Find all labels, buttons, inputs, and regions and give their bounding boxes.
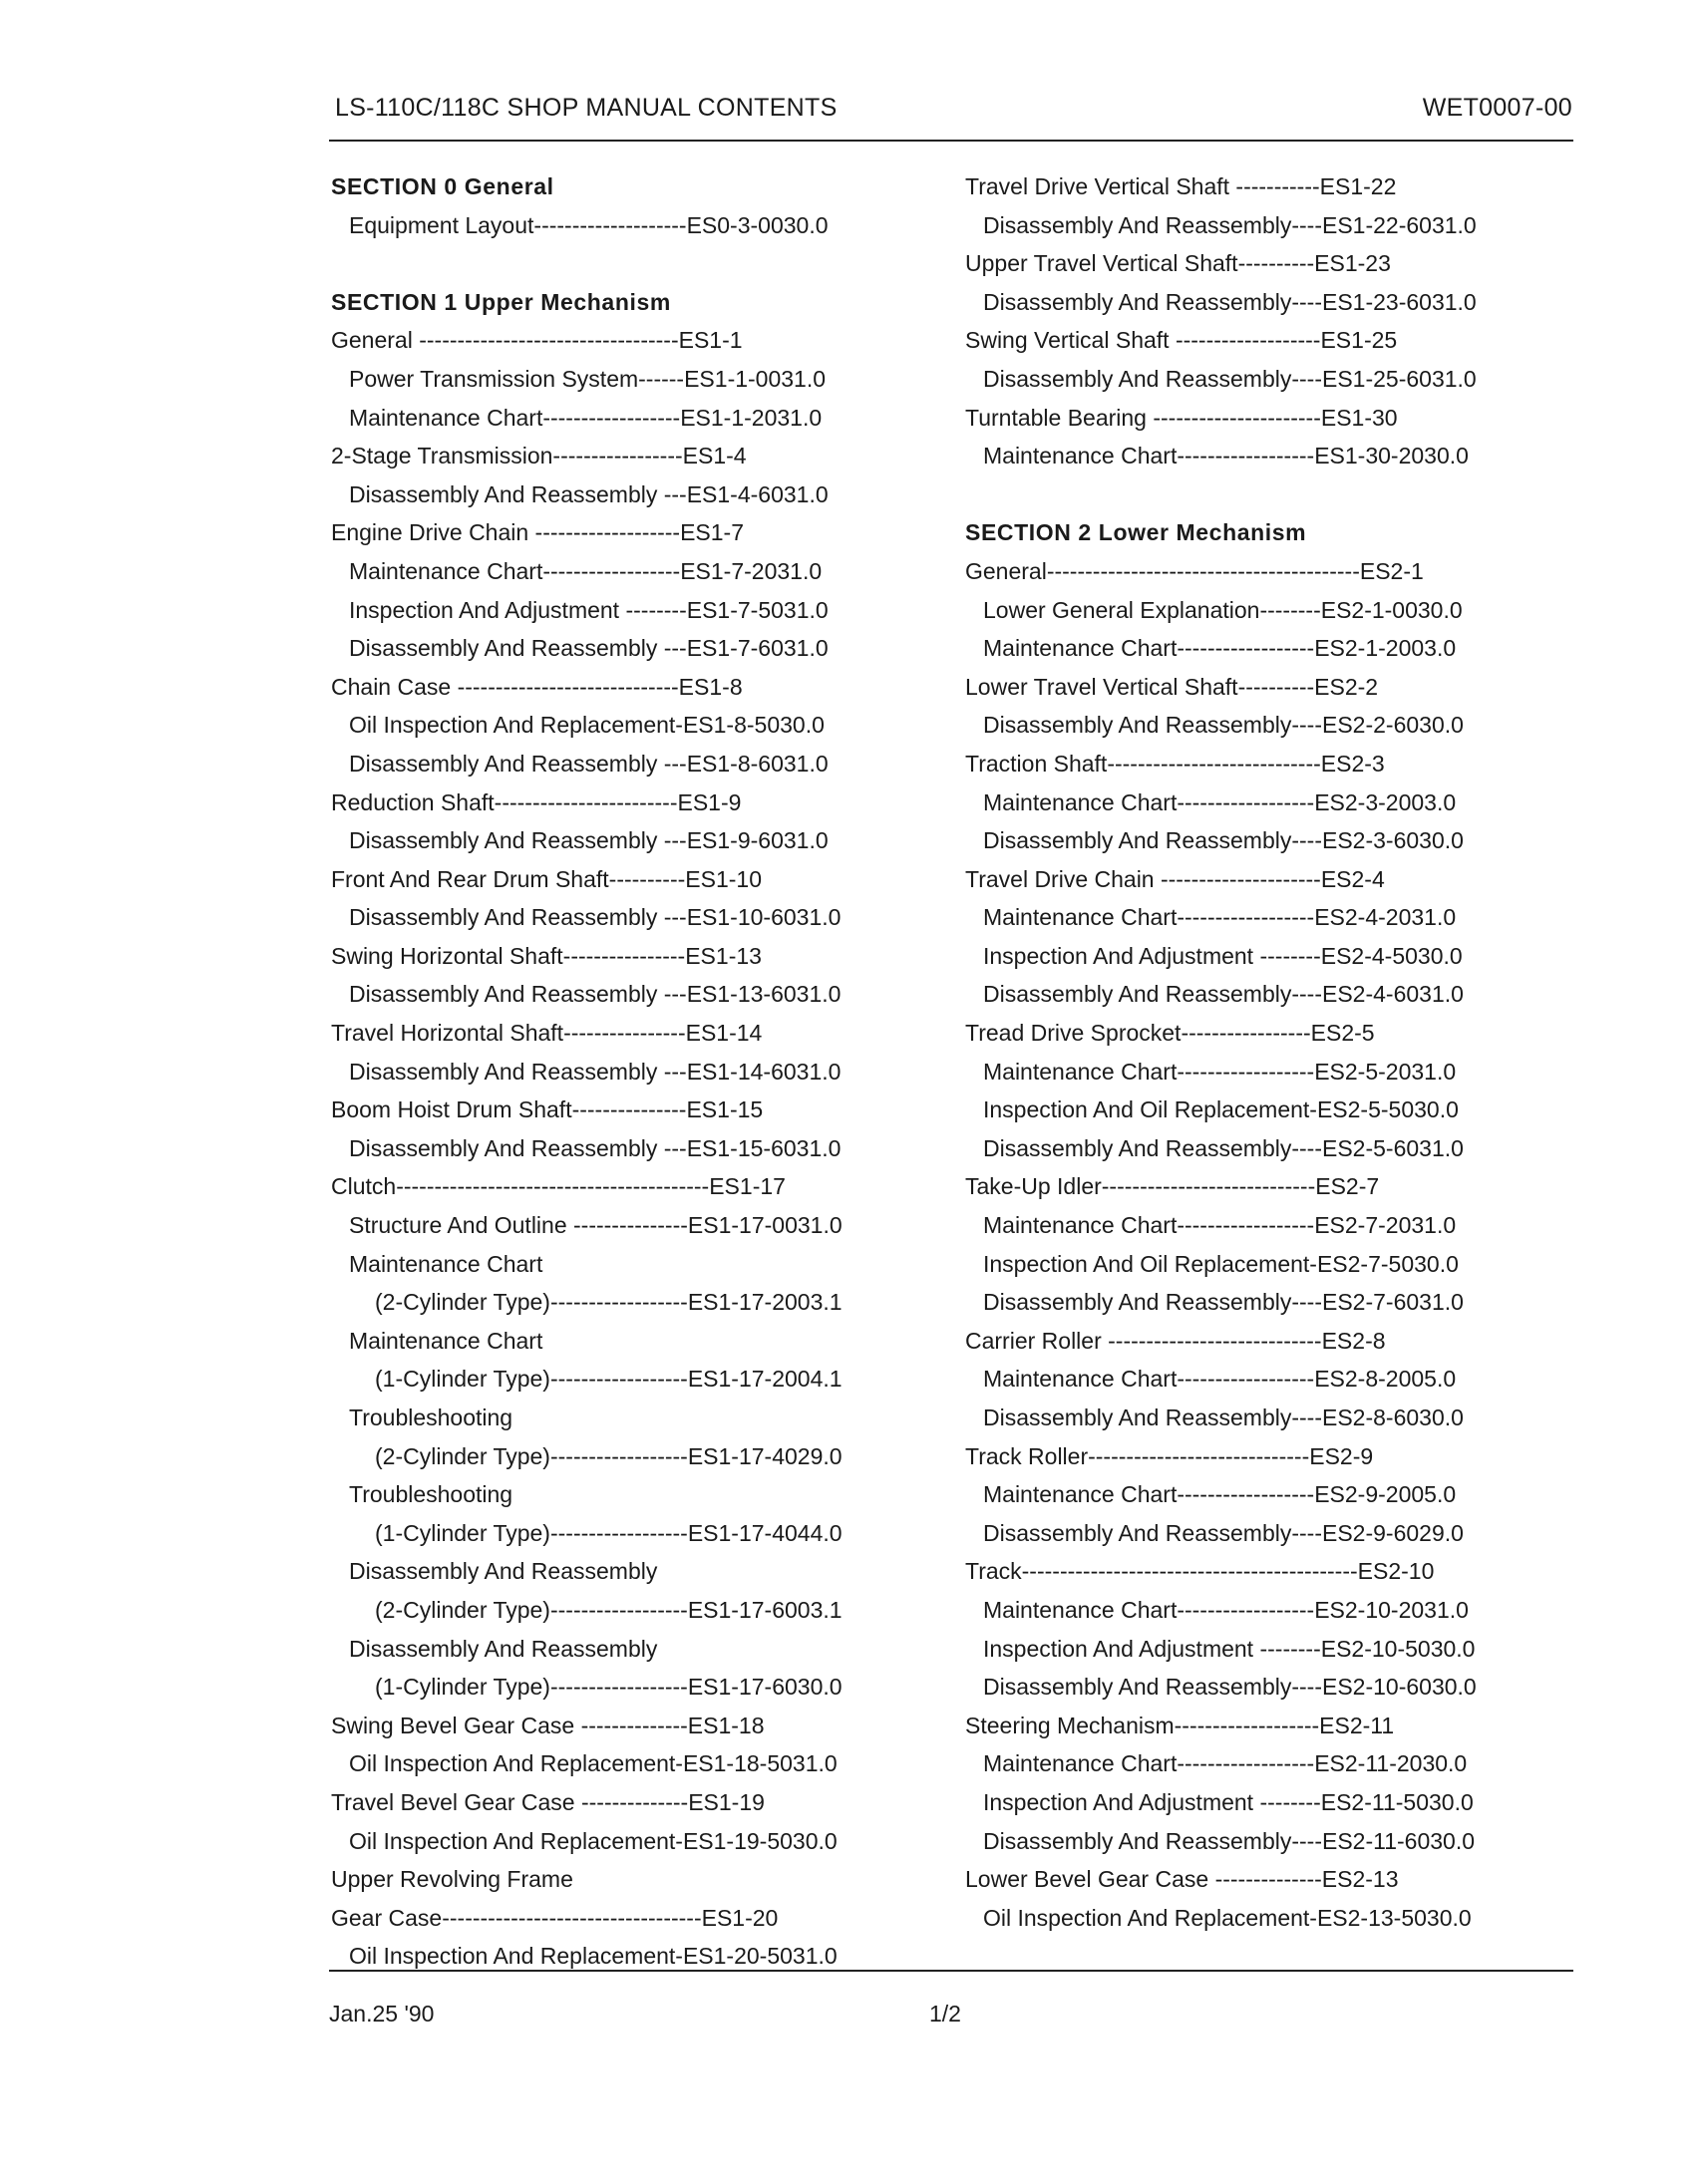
- toc-entry: Disassembly And Reassembly ---ES1-9-6031.0: [349, 827, 829, 854]
- toc-entry: Track--------------------------------------------ES2-10: [965, 1558, 1435, 1585]
- toc-entry: Inspection And Adjustment --------ES2-10-5030.0: [983, 1635, 1476, 1662]
- header-rule: [329, 140, 1573, 142]
- toc-entry: (2-Cylinder Type)------------------ES1-17-2003.1: [375, 1289, 843, 1316]
- toc-entry: Disassembly And Reassembly----ES2-11-6030.0: [983, 1827, 1475, 1854]
- toc-entry: (1-Cylinder Type)------------------ES1-17-4044.0: [375, 1519, 843, 1546]
- section-heading: SECTION 1 Upper Mechanism: [331, 288, 671, 315]
- spacer: [963, 475, 1477, 514]
- toc-entry: (1-Cylinder Type)------------------ES1-17-2004.1: [375, 1366, 843, 1393]
- toc-entry: Inspection And Oil Replacement-ES2-7-5030.0: [983, 1250, 1459, 1277]
- toc-entry: (1-Cylinder Type)------------------ES1-17-6030.0: [375, 1674, 843, 1701]
- toc-entry: Tread Drive Sprocket-----------------ES2-5: [965, 1020, 1375, 1047]
- toc-entry: Maintenance Chart------------------ES2-4-2031.0: [983, 904, 1457, 931]
- toc-entry: Power Transmission System------ES1-1-0031.0: [349, 365, 827, 392]
- toc-entry: Upper Revolving Frame: [331, 1866, 573, 1893]
- toc-entry: Lower Travel Vertical Shaft----------ES2-2: [965, 673, 1379, 700]
- toc-entry: General ----------------------------------ES1-1: [331, 327, 743, 354]
- section-heading: SECTION 2 Lower Mechanism: [965, 519, 1307, 546]
- toc-entry: Maintenance Chart------------------ES2-10-2031.0: [983, 1596, 1469, 1623]
- toc-entry: Disassembly And Reassembly ---ES1-10-6031.0: [349, 904, 842, 931]
- toc-right-column: [963, 167, 1477, 1937]
- toc-entry: Take-Up Idler----------------------------ES2-7: [965, 1173, 1380, 1200]
- toc-entry: Swing Horizontal Shaft----------------ES1-13: [331, 942, 762, 969]
- toc-entry: Turntable Bearing ----------------------ES1-30: [965, 404, 1398, 431]
- page-header-title: LS-110C/118C SHOP MANUAL CONTENTS: [335, 94, 838, 122]
- toc-entry: Inspection And Oil Replacement-ES2-5-5030.0: [983, 1096, 1459, 1123]
- toc-entry: Maintenance Chart------------------ES1-1-2031.0: [349, 404, 823, 431]
- toc-entry: Inspection And Adjustment --------ES2-4-5030.0: [983, 942, 1463, 969]
- toc-entry: Maintenance Chart------------------ES2-7-2031.0: [983, 1212, 1457, 1239]
- toc-entry: Boom Hoist Drum Shaft---------------ES1-15: [331, 1096, 764, 1123]
- toc-entry: Disassembly And Reassembly----ES1-25-6031.0: [983, 365, 1477, 392]
- toc-left-column: [329, 167, 843, 1976]
- toc-entry: Lower Bevel Gear Case --------------ES2-13: [965, 1866, 1399, 1893]
- toc-entry: Disassembly And Reassembly ---ES1-7-6031.0: [349, 635, 829, 662]
- toc-entry: Maintenance Chart------------------ES1-7-2031.0: [349, 557, 823, 584]
- toc-entry: General-----------------------------------------ES2-1: [965, 557, 1424, 584]
- toc-entry: (2-Cylinder Type)------------------ES1-17-4029.0: [375, 1442, 843, 1469]
- toc-entry: Maintenance Chart: [349, 1250, 543, 1277]
- footer-date: Jan.25 '90: [329, 2001, 435, 2027]
- toc-entry: Disassembly And Reassembly ---ES1-4-6031.0: [349, 480, 829, 507]
- toc-entry: Oil Inspection And Replacement-ES1-20-5031.0: [349, 1943, 838, 1970]
- footer-rule: [329, 1970, 1573, 1972]
- toc-entry: Maintenance Chart------------------ES2-8-2005.0: [983, 1366, 1457, 1393]
- toc-entry: (2-Cylinder Type)------------------ES1-17-6003.1: [375, 1596, 843, 1623]
- toc-entry: Clutch-----------------------------------------ES1-17: [331, 1173, 786, 1200]
- toc-entry: Swing Vertical Shaft -------------------ES1-25: [965, 327, 1398, 354]
- toc-entry: Maintenance Chart------------------ES1-30-2030.0: [983, 443, 1469, 469]
- toc-entry: Carrier Roller ----------------------------ES2-8: [965, 1327, 1386, 1354]
- document-id: WET0007-00: [1422, 94, 1572, 122]
- toc-entry: Swing Bevel Gear Case --------------ES1-18: [331, 1712, 765, 1738]
- toc-entry: Maintenance Chart------------------ES2-1-2003.0: [983, 635, 1457, 662]
- toc-entry: Disassembly And Reassembly----ES1-23-6031.0: [983, 288, 1477, 315]
- toc-entry: Front And Rear Drum Shaft----------ES1-10: [331, 865, 762, 892]
- toc-entry: Travel Drive Chain ---------------------ES2-4: [965, 865, 1385, 892]
- toc-entry: Troubleshooting: [349, 1404, 513, 1430]
- toc-entry: Disassembly And Reassembly----ES2-7-6031.0: [983, 1289, 1464, 1316]
- toc-entry: Structure And Outline ---------------ES1-17-0031.0: [349, 1212, 843, 1239]
- toc-entry: Gear Case----------------------------------ES1-20: [331, 1904, 779, 1931]
- toc-entry: Troubleshooting: [349, 1481, 513, 1508]
- toc-entry: Disassembly And Reassembly----ES2-8-6030.0: [983, 1404, 1464, 1430]
- toc-entry: Disassembly And Reassembly ---ES1-13-6031.0: [349, 981, 842, 1008]
- toc-entry: Steering Mechanism-------------------ES2-11: [965, 1712, 1395, 1738]
- toc-entry: Disassembly And Reassembly: [349, 1558, 658, 1585]
- toc-entry: Disassembly And Reassembly ---ES1-8-6031.0: [349, 750, 829, 777]
- toc-entry: Maintenance Chart------------------ES2-11-2030.0: [983, 1750, 1468, 1777]
- toc-entry: Disassembly And Reassembly----ES2-2-6030.0: [983, 712, 1464, 739]
- toc-entry: Inspection And Adjustment --------ES2-11-5030.0: [983, 1788, 1474, 1815]
- toc-entry: 2-Stage Transmission-----------------ES1-4: [331, 443, 747, 469]
- toc-entry: Oil Inspection And Replacement-ES2-13-5030.0: [983, 1904, 1472, 1931]
- toc-entry: Disassembly And Reassembly: [349, 1635, 658, 1662]
- toc-entry: Maintenance Chart------------------ES2-5-2031.0: [983, 1058, 1457, 1085]
- toc-entry: Oil Inspection And Replacement-ES1-18-5031.0: [349, 1750, 838, 1777]
- toc-entry: Equipment Layout--------------------ES0-3-0030.0: [349, 211, 829, 238]
- toc-entry: Disassembly And Reassembly----ES2-10-6030.0: [983, 1674, 1477, 1701]
- page-number: 1/2: [929, 2001, 961, 2027]
- toc-entry: Oil Inspection And Replacement-ES1-8-5030.0: [349, 712, 825, 739]
- toc-entry: Reduction Shaft------------------------ES1-9: [331, 788, 742, 815]
- toc-entry: Disassembly And Reassembly----ES2-5-6031.0: [983, 1134, 1464, 1161]
- toc-entry: Maintenance Chart: [349, 1327, 543, 1354]
- toc-entry: Disassembly And Reassembly ---ES1-15-6031.0: [349, 1134, 842, 1161]
- toc-entry: Traction Shaft----------------------------ES2-3: [965, 750, 1385, 777]
- section-heading: SECTION 0 General: [331, 173, 554, 199]
- toc-entry: Chain Case -----------------------------ES1-8: [331, 673, 743, 700]
- toc-entry: Inspection And Adjustment --------ES1-7-5031.0: [349, 596, 829, 623]
- toc-entry: Disassembly And Reassembly----ES2-3-6030.0: [983, 827, 1464, 854]
- toc-entry: Travel Drive Vertical Shaft -----------ES1-22: [965, 173, 1397, 199]
- toc-entry: Disassembly And Reassembly----ES1-22-6031.0: [983, 211, 1477, 238]
- toc-entry: Lower General Explanation--------ES2-1-0030.0: [983, 596, 1463, 623]
- spacer: [329, 244, 843, 283]
- toc-entry: Disassembly And Reassembly----ES2-4-6031.0: [983, 981, 1464, 1008]
- toc-entry: Oil Inspection And Replacement-ES1-19-5030.0: [349, 1827, 838, 1854]
- toc-entry: Disassembly And Reassembly----ES2-9-6029.0: [983, 1519, 1464, 1546]
- toc-entry: Upper Travel Vertical Shaft----------ES1-23: [965, 250, 1391, 277]
- toc-entry: Travel Bevel Gear Case --------------ES1-19: [331, 1788, 765, 1815]
- toc-entry: Disassembly And Reassembly ---ES1-14-6031.0: [349, 1058, 842, 1085]
- toc-entry: Engine Drive Chain -------------------ES1-7: [331, 519, 744, 546]
- toc-entry: Maintenance Chart------------------ES2-9-2005.0: [983, 1481, 1457, 1508]
- toc-entry: Maintenance Chart------------------ES2-3-2003.0: [983, 788, 1457, 815]
- toc-entry: Track Roller-----------------------------ES2-9: [965, 1442, 1374, 1469]
- toc-entry: Travel Horizontal Shaft----------------ES1-14: [331, 1020, 763, 1047]
